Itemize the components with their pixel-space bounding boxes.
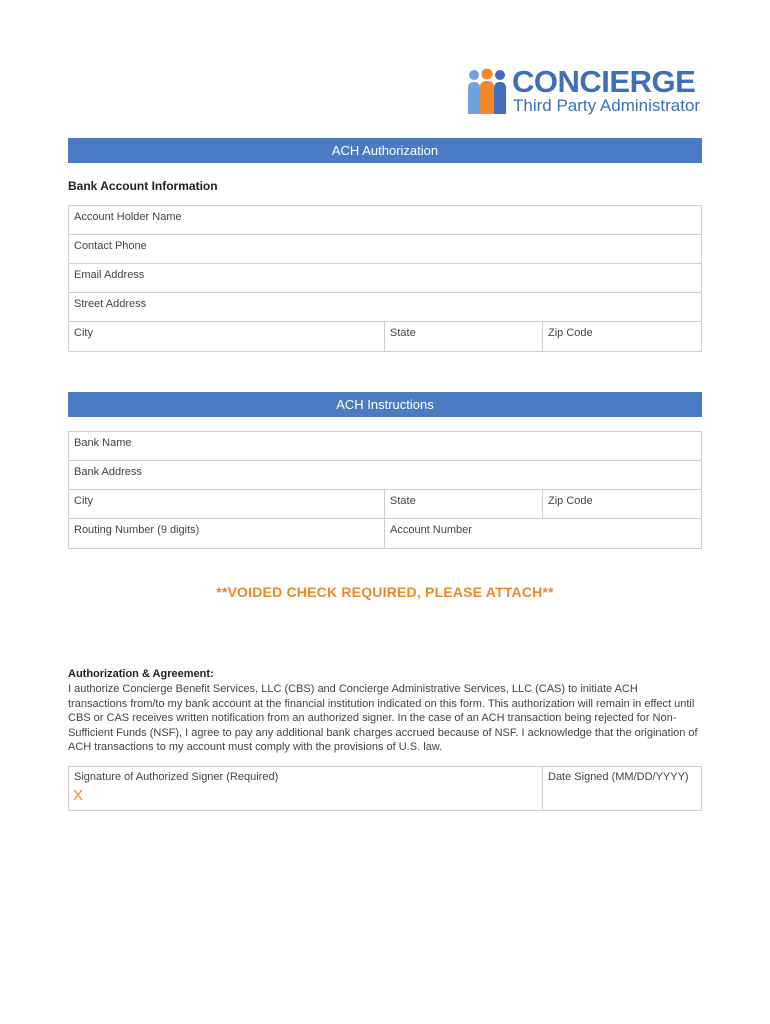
state-field[interactable]: State [385,322,543,351]
ach-authorization-header: ACH Authorization [68,138,702,163]
table-row [69,206,701,235]
bank-state-field[interactable]: State [385,490,543,518]
street-address-field[interactable]: Street Address [74,298,147,310]
account-holder-field[interactable]: Account Holder Name [74,211,182,223]
city-field[interactable]: City [69,322,385,351]
table-row [69,490,701,519]
bank-city-field[interactable]: City [69,490,385,518]
bank-account-table [68,205,702,352]
date-signed-field[interactable] [543,767,701,810]
bank-name-field[interactable]: Bank Name [74,437,132,449]
signature-label: Signature of Authorized Signer (Required) [74,771,279,783]
ach-instructions-table [68,431,702,549]
voided-check-notice: **VOIDED CHECK REQUIRED, PLEASE ATTACH** [216,584,554,600]
signature-field[interactable] [69,767,543,810]
table-row [69,322,701,351]
table-row [69,293,701,322]
email-field[interactable]: Email Address [74,269,145,281]
date-signed-label: Date Signed (MM/DD/YYYY) [548,771,689,783]
zip-code-field[interactable]: Zip Code [548,327,593,339]
logo-subtitle: Third Party Administrator [513,96,701,115]
signature-table [68,766,702,811]
account-number-field[interactable]: Account Number [390,524,472,536]
routing-number-field[interactable]: Routing Number (9 digits) [69,519,385,548]
agreement-text: I authorize Concierge Benefit Services, LLC (CBS) and Concierge Administrative Services, LLC (CAS) to initiate ACH transactions from/to my bank account at the financial institution indicated on this form. This authorization will remain in effect until CBS or CAS receives written notification from an authorized signer. In the case of an ACH transaction being rejected for Non-Sufficient Funds (NSF), I agree to pay any additional bank charges accrued because of NSF. I acknowledge that the origination of ACH transactions to my account must comply with the provisions of U.S. law. [68,683,698,754]
table-row [69,235,701,264]
bank-zip-code-field[interactable]: Zip Code [548,495,593,507]
table-row [69,519,701,548]
logo-name: CONCIERGE [512,64,696,99]
ach-instructions-header: ACH Instructions [68,392,702,417]
signature-mark: X [73,787,84,804]
bank-account-info-heading: Bank Account Information [68,179,218,193]
table-row [69,432,701,461]
people-logo-icon [466,68,510,114]
bank-address-field[interactable]: Bank Address [74,466,142,478]
agreement-title: Authorization & Agreement: [68,668,214,680]
concierge-logo [466,66,706,116]
table-row [69,461,701,490]
contact-phone-field[interactable]: Contact Phone [74,240,147,252]
table-row [69,264,701,293]
